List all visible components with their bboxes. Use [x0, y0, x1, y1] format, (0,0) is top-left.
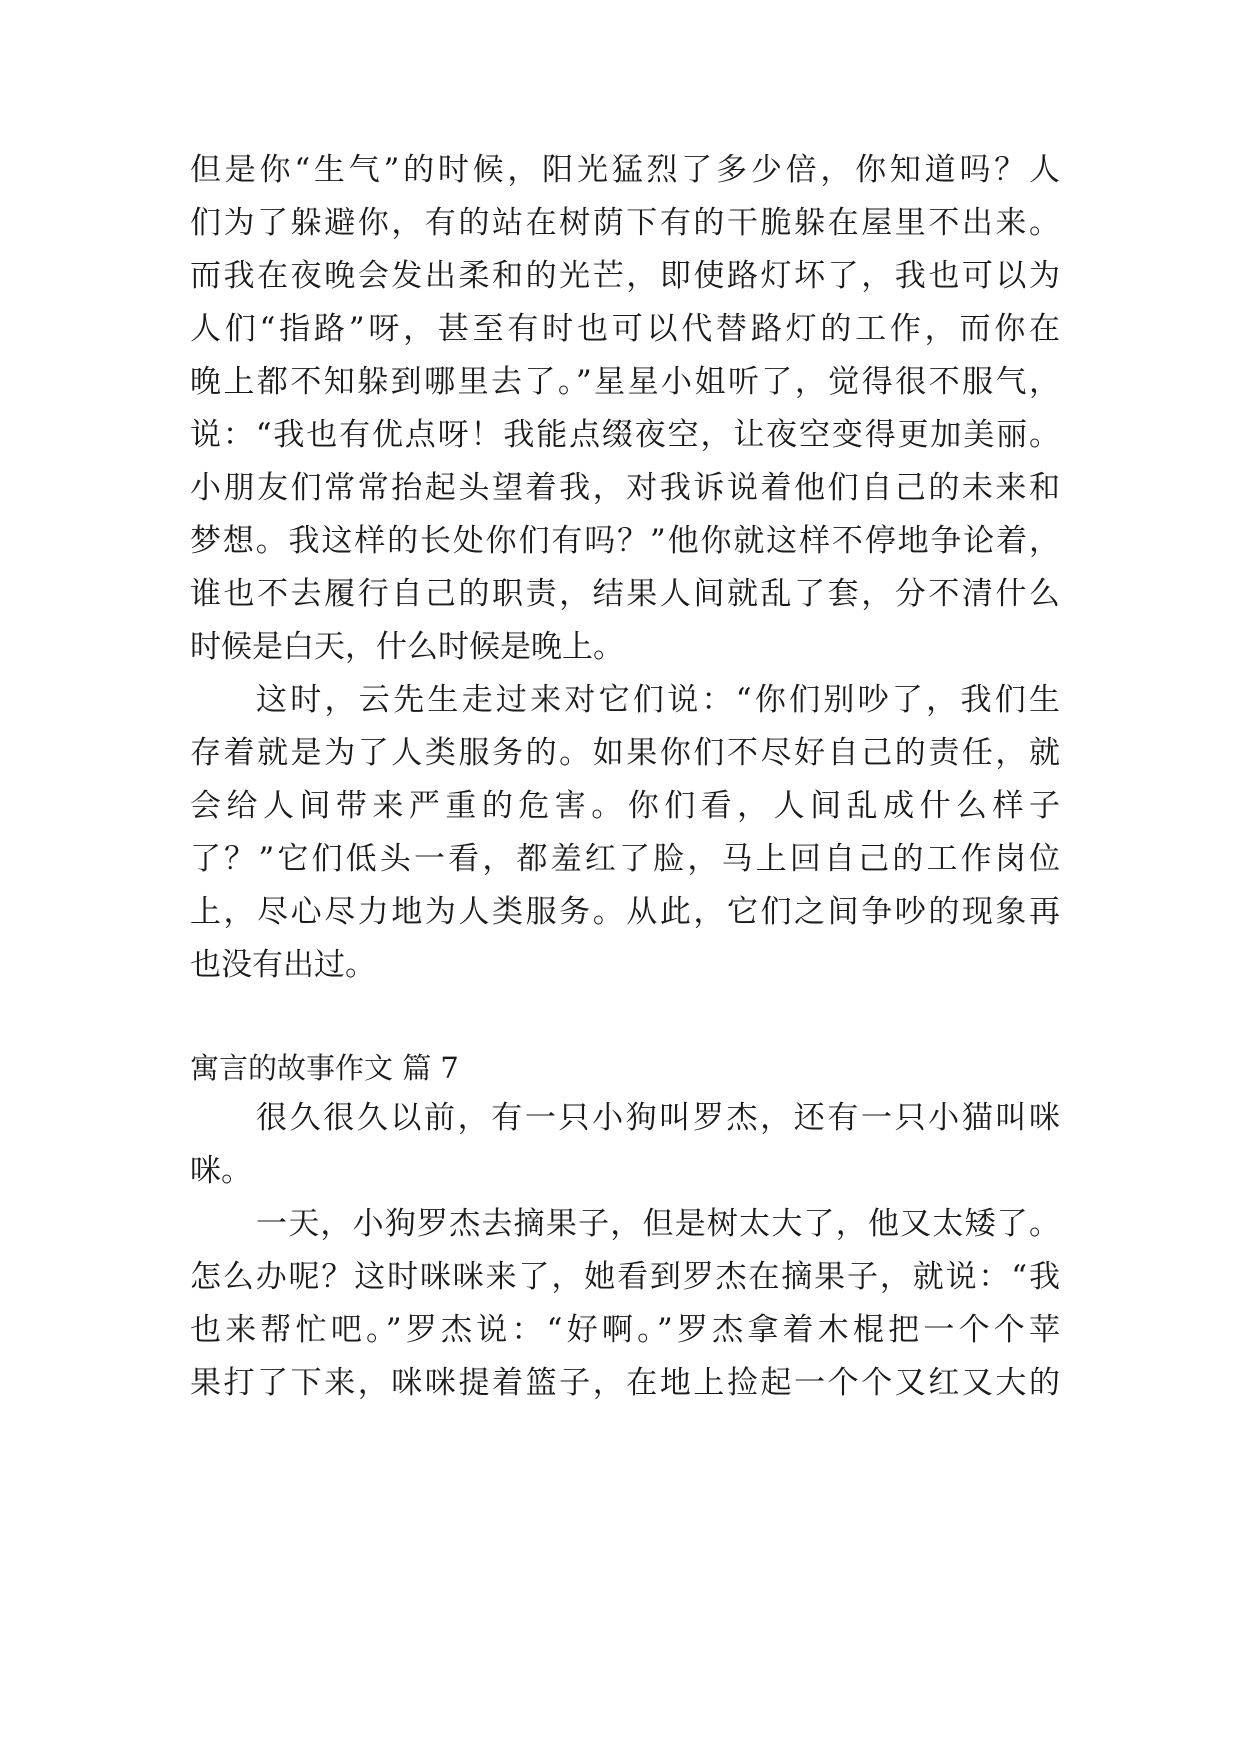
text-line: 存着就是为了人类服务的。如果你们不尽好自己的责任，就: [190, 735, 1060, 771]
text-line: 很久很久以前，有一只小狗叫罗杰，还有一只小猫叫咪: [256, 1100, 1060, 1136]
text-line: 也来帮忙吧。”罗杰说：“好啊。”罗杰拿着木棍把一个个苹: [190, 1312, 1060, 1348]
text-line: 说：“我也有优点呀！我能点缀夜空，让夜空变得更加美丽。: [190, 417, 1060, 453]
text-line: 会给人间带来严重的危害。你们看，人间乱成什么样子: [190, 788, 1060, 824]
text-line: 晚上都不知躲到哪里去了。”星星小姐听了，觉得很不服气，: [190, 364, 1060, 400]
text-line: 而我在夜晚会发出柔和的光芒，即使路灯坏了，我也可以为: [190, 258, 1060, 294]
text-line: 这时，云先生走过来对它们说：“你们别吵了，我们生: [256, 682, 1060, 718]
text-line: 人们“指路”呀，甚至有时也可以代替路灯的工作，而你在: [190, 311, 1060, 347]
section-heading: 寓言的故事作文 篇 7: [190, 1051, 459, 1085]
text-line: 一天，小狗罗杰去摘果子，但是树太大了，他又太矮了。: [256, 1206, 1060, 1242]
text-line: 谁也不去履行自己的职责，结果人间就乱了套，分不清什么: [190, 576, 1060, 612]
text-line: 小朋友们常常抬起头望着我，对我诉说着他们自己的未来和: [190, 470, 1060, 506]
text-line: 但是你“生气”的时候，阳光猛烈了多少倍，你知道吗？人: [190, 152, 1060, 188]
text-line: 上，尽心尽力地为人类服务。从此，它们之间争吵的现象再: [190, 894, 1060, 930]
text-line: 果打了下来，咪咪提着篮子，在地上捡起一个个又红又大的: [190, 1365, 1060, 1401]
text-line: 咪。: [190, 1153, 252, 1189]
text-line: 时候是白天，什么时候是晚上。: [190, 629, 624, 665]
text-line: 梦想。我这样的长处你们有吗？”他你就这样不停地争论着，: [190, 523, 1060, 559]
text-line: 了？”它们低头一看，都羞红了脸，马上回自己的工作岗位: [190, 841, 1060, 877]
text-line: 怎么办呢？这时咪咪来了，她看到罗杰在摘果子，就说：“我: [190, 1259, 1060, 1295]
text-line: 们为了躲避你，有的站在树荫下有的干脆躲在屋里不出来。: [190, 205, 1060, 241]
text-line: 也没有出过。: [190, 947, 376, 983]
